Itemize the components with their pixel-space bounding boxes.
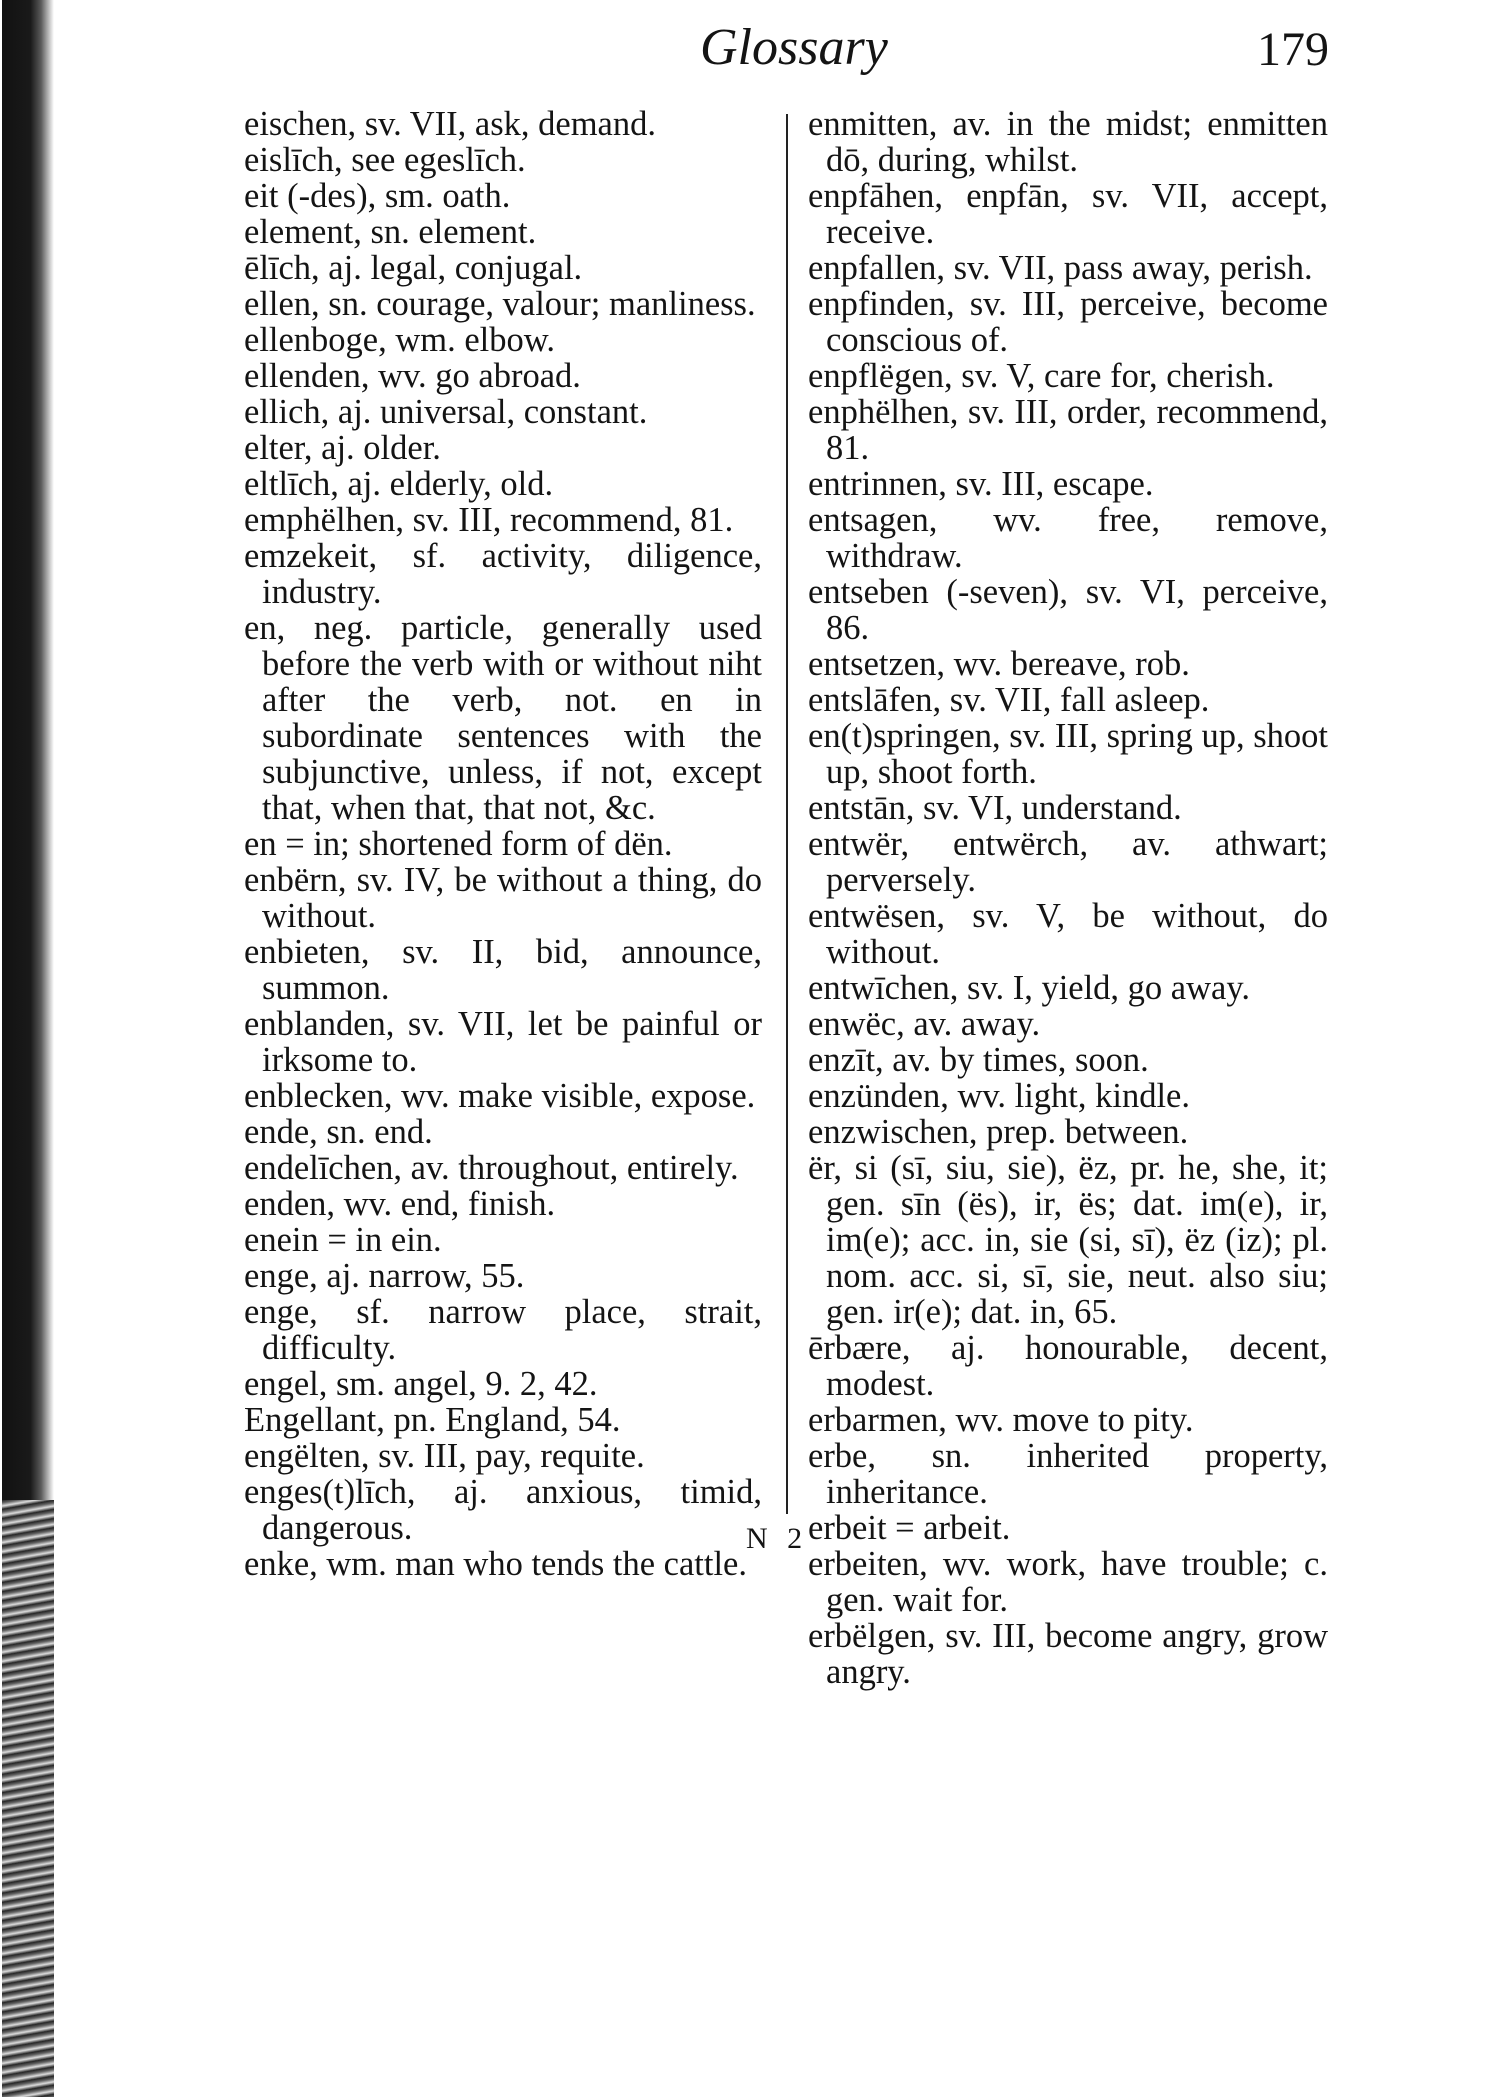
glossary-entry: enzünden, wv. light, kindle. <box>808 1077 1190 1115</box>
glossary-entry: enge, aj. narrow, 55. <box>244 1257 525 1295</box>
page-header <box>0 18 1496 78</box>
glossary-entry: entwër, entwërch, av. athwart; perversely. <box>808 825 1328 899</box>
glossary-entry: element, sn. element. <box>244 213 537 251</box>
glossary-entry: erbe, sn. inherited property, inheritance. <box>808 1437 1328 1511</box>
glossary-entry: entstān, sv. VI, understand. <box>808 789 1182 827</box>
glossary-entry: enke, wm. man who tends the cattle. <box>244 1545 747 1583</box>
glossary-entry: entslāfen, sv. VII, fall asleep. <box>808 681 1210 719</box>
glossary-entry: ellen, sn. courage, valour; manliness. <box>244 285 756 323</box>
glossary-entry: erbeit = arbeit. <box>808 1509 1011 1547</box>
glossary-entry: eislīch, see egeslīch. <box>244 141 526 179</box>
glossary-entry: erbeiten, wv. work, have trouble; c. gen. wait for. <box>808 1545 1328 1619</box>
glossary-entry: enmitten, av. in the midst; enmitten dō, during, whilst. <box>808 105 1328 179</box>
glossary-entry: en = in; shortened form of dën. <box>244 825 673 863</box>
glossary-entry: entsetzen, wv. bereave, rob. <box>808 645 1190 683</box>
glossary-entry: ër, si (sī, siu, sie), ëz, pr. he, she, it; gen. sīn (ës), ir, ës; dat. im(e), ir, im(e); acc. in, sie (si, sī), ëz (iz); pl. nom. acc. si, sī, sie, neut. also siu; gen. ir(e); dat. in, 65. <box>808 1149 1328 1331</box>
glossary-entry: ērbære, aj. honourable, decent, modest. <box>808 1329 1328 1403</box>
spine-worn-edge <box>2 1500 54 2097</box>
glossary-entry: Engellant, pn. England, 54. <box>244 1401 621 1439</box>
glossary-entry: entsagen, wv. free, remove, withdraw. <box>808 501 1328 575</box>
glossary-entry: enpfāhen, enpfān, sv. VII, accept, receive. <box>808 177 1328 251</box>
running-title: Glossary <box>700 19 888 76</box>
glossary-entry: enblanden, sv. VII, let be painful or irksome to. <box>244 1005 762 1079</box>
glossary-entry: enblecken, wv. make visible, expose. <box>244 1077 756 1115</box>
glossary-entry: engel, sm. angel, 9. 2, 42. <box>244 1365 598 1403</box>
glossary-entry: enge, sf. narrow place, strait, difficulty. <box>244 1293 762 1367</box>
glossary-entry: eit (-des), sm. oath. <box>244 177 511 215</box>
book-spine-shadow <box>0 0 30 2097</box>
glossary-entry: elter, aj. older. <box>244 429 441 467</box>
glossary-entry: enbërn, sv. IV, be without a thing, do without. <box>244 861 762 935</box>
glossary-column-left <box>244 106 762 1582</box>
glossary-entry: ēlīch, aj. legal, conjugal. <box>244 249 583 287</box>
glossary-entry: endelīchen, av. throughout, entirely. <box>244 1149 739 1187</box>
page-number: 179 <box>1257 23 1329 76</box>
column-divider <box>786 114 788 1514</box>
glossary-entry: ende, sn. end. <box>244 1113 433 1151</box>
glossary-entry: emphëlhen, sv. III, recommend, 81. <box>244 501 734 539</box>
glossary-entry: enden, wv. end, finish. <box>244 1185 556 1223</box>
glossary-entry: entwīchen, sv. I, yield, go away. <box>808 969 1250 1007</box>
glossary-entry: enphëlhen, sv. III, order, recommend, 81. <box>808 393 1328 467</box>
glossary-entry: entseben (-seven), sv. VI, perceive, 86. <box>808 573 1328 647</box>
glossary-entry: enwëc, av. away. <box>808 1005 1041 1043</box>
glossary-entry: ellenboge, wm. elbow. <box>244 321 556 359</box>
glossary-column-right <box>808 106 1328 1690</box>
glossary-entry: erbëlgen, sv. III, become angry, grow angry. <box>808 1617 1328 1691</box>
glossary-entry: enein = in ein. <box>244 1221 442 1259</box>
glossary-entry: en(t)springen, sv. III, spring up, shoot up, shoot forth. <box>808 717 1328 791</box>
glossary-entry: enpfinden, sv. III, perceive, become conscious of. <box>808 285 1328 359</box>
glossary-entry: entwësen, sv. V, be without, do without. <box>808 897 1328 971</box>
glossary-entry: enbieten, sv. II, bid, announce, summon. <box>244 933 762 1007</box>
glossary-entry: enpfallen, sv. VII, pass away, perish. <box>808 249 1313 287</box>
glossary-entry: enzwischen, prep. between. <box>808 1113 1189 1151</box>
glossary-entry: enzīt, av. by times, soon. <box>808 1041 1149 1079</box>
glossary-entry: ellenden, wv. go abroad. <box>244 357 581 395</box>
glossary-entry: ellich, aj. universal, constant. <box>244 393 648 431</box>
glossary-entry: eltlīch, aj. elderly, old. <box>244 465 554 503</box>
glossary-entry: erbarmen, wv. move to pity. <box>808 1401 1194 1439</box>
glossary-entry: enpflëgen, sv. V, care for, cherish. <box>808 357 1275 395</box>
glossary-entry: entrinnen, sv. III, escape. <box>808 465 1154 503</box>
glossary-entry: en, neg. particle, generally used before the verb with or without niht after the verb, not. en in subordinate sentences with the subjunctive, unless, if not, except that, when that, that not, &c. <box>244 609 762 827</box>
glossary-entry: engëlten, sv. III, pay, requite. <box>244 1437 645 1475</box>
printer-signature-mark: N 2 <box>746 1522 809 1555</box>
glossary-entry: eischen, sv. VII, ask, demand. <box>244 105 656 143</box>
glossary-entry: emzekeit, sf. activity, diligence, industry. <box>244 537 762 611</box>
glossary-entry: enges(t)līch, aj. anxious, timid, dangerous. <box>244 1473 762 1547</box>
